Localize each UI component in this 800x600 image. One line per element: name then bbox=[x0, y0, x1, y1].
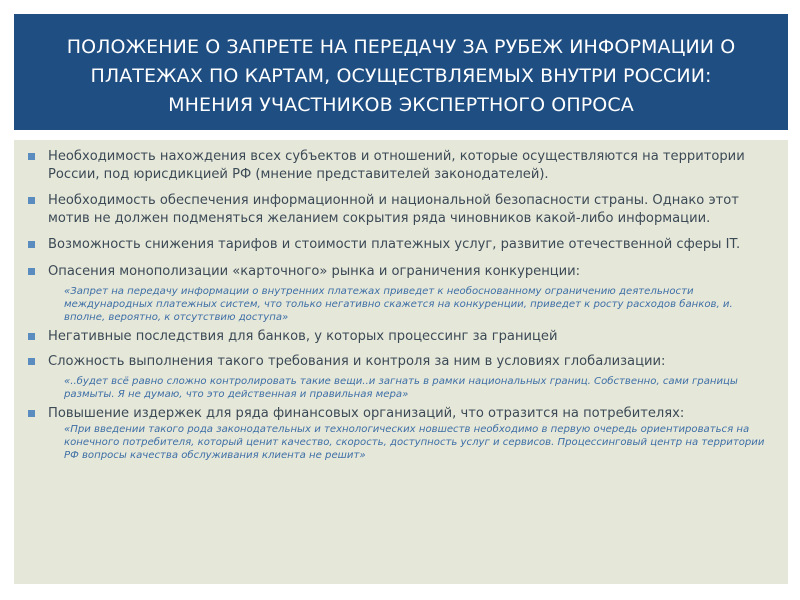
bullet-text: Сложность выполнения такого требования и контроля за ним в условиях глобализации: bbox=[48, 353, 666, 369]
bullet-item bbox=[28, 328, 774, 346]
square-bullet-icon bbox=[28, 241, 35, 248]
square-bullet-icon bbox=[28, 358, 35, 365]
bullet-text: Негативные последствия для банков, у которых процессинг за границей bbox=[48, 329, 558, 344]
bullet-item bbox=[28, 405, 774, 423]
square-bullet-icon bbox=[28, 410, 35, 417]
expert-quote: «При введении такого рода законодательных и технологических новшеств необходимо в первую очередь ориентироваться на конечного потребителя, который ценит качество, скорость, доступность услуг и сервисов. Процессинговый центр на территории РФ вопросы качества обслуживания клиента не решит» bbox=[64, 423, 765, 461]
bullet-item bbox=[28, 353, 774, 371]
square-bullet-icon bbox=[28, 153, 35, 160]
bullet-text: Опасения монополизации «карточного» рынка и ограничения конкуренции: bbox=[48, 263, 581, 279]
square-bullet-icon bbox=[28, 197, 35, 204]
title-line-2: ПЛАТЕЖАХ ПО КАРТАМ, ОСУЩЕСТВЛЯЕМЫХ ВНУТРИ РОССИИ: bbox=[90, 64, 712, 87]
title-bar bbox=[14, 14, 788, 130]
bullet-text: Необходимость нахождения всех субъектов и отношений, которые осуществляются на территории России, под юрисдикцией РФ (мнение представителей законодателей). bbox=[48, 149, 745, 182]
bullet-item bbox=[28, 236, 774, 254]
bullet-item bbox=[28, 148, 774, 183]
square-bullet-icon bbox=[28, 333, 35, 340]
bullet-text: Повышение издержек для ряда финансовых организаций, что отразится на потребителях: bbox=[48, 406, 685, 421]
expert-quote: «Запрет на передачу информации о внутренних платежах приведет к необоснованному ограничению деятельности международных платежных систем, что только негативно скажется на конкуренции, приведет к росту расходов банков, и. вполне, вероятно, к отсутствию доступа» bbox=[64, 286, 733, 323]
bullet-item bbox=[28, 192, 774, 227]
bullet-text: Возможность снижения тарифов и стоимости платежных услуг, развитие отечественной сферы IT. bbox=[48, 237, 741, 252]
slide-title bbox=[67, 33, 736, 120]
square-bullet-icon bbox=[28, 268, 35, 275]
expert-quote: «..будет всё равно сложно контролировать такие вещи..и загнать в рамки национальных границ. Собственно, сами границы размыты. Я не думаю, что это действенная и правильная мера» bbox=[64, 376, 738, 400]
bullet-item bbox=[28, 263, 774, 281]
title-line-3: МНЕНИЯ УЧАСТНИКОВ ЭКСПЕРТНОГО ОПРОСА bbox=[168, 93, 634, 116]
title-line-1: ПОЛОЖЕНИЕ О ЗАПРЕТЕ НА ПЕРЕДАЧУ ЗА РУБЕЖ ИНФОРМАЦИИ О bbox=[66, 35, 736, 58]
content-panel bbox=[14, 140, 788, 584]
bullet-text: Необходимость обеспечения информационной и национальной безопасности страны. Однако этот мотив не должен подменяться желанием сокрытия ряда чиновников какой-либо информации. bbox=[48, 193, 739, 226]
